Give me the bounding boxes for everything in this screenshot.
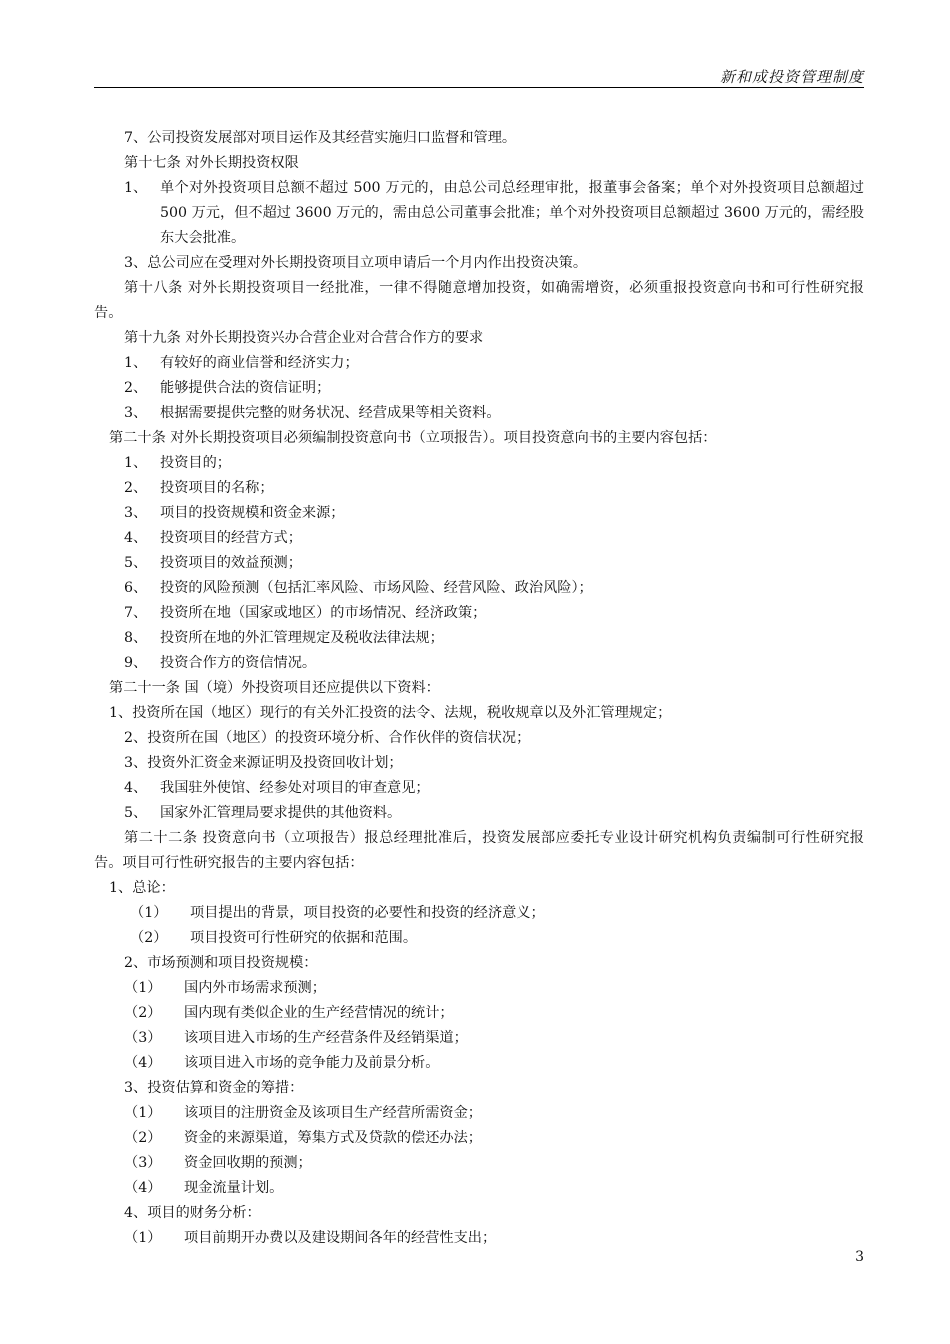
list-text: 有较好的商业信誉和经济实力； bbox=[160, 355, 359, 371]
text-line: 2、投资所在国（地区）的投资环境分析、合作伙伴的资信状况； bbox=[124, 730, 531, 746]
list-item bbox=[94, 176, 864, 251]
list-item bbox=[94, 601, 864, 626]
sub-list-number: （4） bbox=[124, 1055, 162, 1071]
header-rule bbox=[94, 87, 864, 88]
list-number: 1、 bbox=[124, 455, 148, 471]
sub-list-number: （1） bbox=[124, 1230, 162, 1246]
article-paragraph: 第十八条 对外长期投资项目一经批准，一律不得随意增加投资，如确需增资，必须重报投资意向书和可行性研究报告。 bbox=[94, 280, 864, 321]
sub-list-text: 国内外市场需求预测； bbox=[184, 980, 326, 996]
list-item bbox=[94, 501, 864, 526]
list-text: 投资的风险预测（包括汇率风险、市场风险、经营风险、政治风险）； bbox=[160, 580, 593, 596]
section-heading: 2、市场预测和项目投资规模： bbox=[124, 955, 318, 971]
list-number: 3、 bbox=[124, 505, 148, 521]
sub-list-text: 项目投资可行性研究的依据和范围。 bbox=[190, 930, 418, 946]
text-line: 7、公司投资发展部对项目运作及其经营实施归口监督和管理。 bbox=[124, 130, 517, 146]
list-number: 2、 bbox=[124, 480, 148, 496]
sub-list-number: （3） bbox=[124, 1030, 162, 1046]
list-item bbox=[94, 401, 864, 426]
article-heading: 第二十条 对外长期投资项目必须编制投资意向书（立项报告）。项目投资意向书的主要内容包括： bbox=[109, 430, 717, 446]
list-item bbox=[94, 476, 864, 501]
header-title: 新和成投资管理制度 bbox=[719, 68, 864, 86]
sub-list-item bbox=[94, 1151, 864, 1176]
sub-list-text: 该项目进入市场的生产经营条件及经销渠道； bbox=[184, 1030, 468, 1046]
article-heading: 第二十一条 国（境）外投资项目还应提供以下资料： bbox=[109, 680, 440, 696]
list-number: 8、 bbox=[124, 630, 148, 646]
list-number: 5、 bbox=[124, 805, 148, 821]
sub-list-item bbox=[94, 1001, 864, 1026]
sub-list-text: 该项目的注册资金及该项目生产经营所需资金； bbox=[184, 1105, 482, 1121]
list-item bbox=[94, 451, 864, 476]
list-item bbox=[94, 376, 864, 401]
list-number: 6、 bbox=[124, 580, 148, 596]
sub-list-item bbox=[94, 1176, 864, 1201]
sub-list-text: 项目提出的背景，项目投资的必要性和投资的经济意义； bbox=[190, 905, 545, 921]
sub-list-number: （2） bbox=[124, 1130, 162, 1146]
document-body bbox=[94, 126, 864, 1251]
list-text: 投资合作方的资信情况。 bbox=[160, 655, 317, 671]
sub-list-text: 国内现有类似企业的生产经营情况的统计； bbox=[184, 1005, 454, 1021]
list-number: 3、 bbox=[124, 405, 148, 421]
list-item bbox=[94, 526, 864, 551]
list-text: 单个对外投资项目总额不超过 500 万元的，由总公司总经理审批，报董事会备案；单个对外投资项目总额超过 500 万元，但不超过 3600 万元的，需由总公司董事会批准；单个对外投资项目总额超过 3600 万元的，需经股东大会批准。 bbox=[160, 180, 864, 246]
text-line: 3、总公司应在受理对外长期投资项目立项申请后一个月内作出投资决策。 bbox=[124, 255, 588, 271]
article-heading: 第十九条 对外长期投资兴办合营企业对合营合作方的要求 bbox=[124, 330, 484, 346]
sub-list-number: （1） bbox=[124, 1105, 162, 1121]
list-text: 能够提供合法的资信证明； bbox=[160, 380, 331, 396]
list-text: 根据需要提供完整的财务状况、经营成果等相关资料。 bbox=[160, 405, 501, 421]
sub-list-item bbox=[94, 1226, 864, 1251]
list-number: 1、 bbox=[124, 180, 148, 196]
sub-list-number: （1） bbox=[124, 980, 162, 996]
list-number: 4、 bbox=[124, 530, 148, 546]
sub-list-number: （3） bbox=[124, 1155, 162, 1171]
text-line: 1、投资所在国（地区）现行的有关外汇投资的法令、法规，税收规章以及外汇管理规定； bbox=[109, 705, 672, 721]
page-number: 3 bbox=[855, 1249, 864, 1265]
sub-list-item bbox=[94, 926, 864, 951]
article-paragraph: 第二十二条 投资意向书（立项报告）报总经理批准后，投资发展部应委托专业设计研究机构负责编制可行性研究报告。项目可行性研究报告的主要内容包括： bbox=[94, 830, 864, 871]
sub-list-text: 资金回收期的预测； bbox=[184, 1155, 312, 1171]
sub-list-number: （1） bbox=[130, 905, 168, 921]
sub-list-item bbox=[94, 1101, 864, 1126]
sub-list-text: 资金的来源渠道，筹集方式及贷款的偿还办法； bbox=[184, 1130, 482, 1146]
section-heading: 3、投资估算和资金的筹措： bbox=[124, 1080, 304, 1096]
list-text: 投资目的； bbox=[160, 455, 231, 471]
list-number: 1、 bbox=[124, 355, 148, 371]
list-number: 4、 bbox=[124, 780, 148, 796]
sub-list-text: 项目前期开办费以及建设期间各年的经营性支出； bbox=[184, 1230, 497, 1246]
list-number: 5、 bbox=[124, 555, 148, 571]
sub-list-item bbox=[94, 1026, 864, 1051]
list-item bbox=[94, 576, 864, 601]
sub-list-number: （2） bbox=[130, 930, 168, 946]
list-text: 投资项目的经营方式； bbox=[160, 530, 302, 546]
section-heading: 1、总论： bbox=[109, 880, 175, 896]
sub-list-item bbox=[94, 901, 864, 926]
list-item bbox=[94, 651, 864, 676]
list-number: 9、 bbox=[124, 655, 148, 671]
sub-list-number: （2） bbox=[124, 1005, 162, 1021]
sub-list-text: 现金流量计划。 bbox=[184, 1180, 284, 1196]
sub-list-number: （4） bbox=[124, 1180, 162, 1196]
list-item bbox=[94, 776, 864, 801]
sub-list-item bbox=[94, 976, 864, 1001]
sub-list-item bbox=[94, 1126, 864, 1151]
list-number: 7、 bbox=[124, 605, 148, 621]
list-item bbox=[94, 551, 864, 576]
section-heading: 4、项目的财务分析： bbox=[124, 1205, 261, 1221]
text-line: 3、投资外汇资金来源证明及投资回收计划； bbox=[124, 755, 403, 771]
list-item bbox=[94, 801, 864, 826]
list-item bbox=[94, 626, 864, 651]
list-text: 项目的投资规模和资金来源； bbox=[160, 505, 345, 521]
sub-list-item bbox=[94, 1051, 864, 1076]
list-text: 投资项目的名称； bbox=[160, 480, 274, 496]
list-text: 投资所在地的外汇管理规定及税收法律法规； bbox=[160, 630, 444, 646]
article-heading: 第十七条 对外长期投资权限 bbox=[124, 155, 299, 171]
list-number: 2、 bbox=[124, 380, 148, 396]
sub-list-text: 该项目进入市场的竞争能力及前景分析。 bbox=[184, 1055, 440, 1071]
list-item bbox=[94, 351, 864, 376]
list-text: 国家外汇管理局要求提供的其他资料。 bbox=[160, 805, 402, 821]
list-text: 投资所在地（国家或地区）的市场情况、经济政策； bbox=[160, 605, 487, 621]
list-text: 投资项目的效益预测； bbox=[160, 555, 302, 571]
list-text: 我国驻外使馆、经参处对项目的审查意见； bbox=[160, 780, 430, 796]
